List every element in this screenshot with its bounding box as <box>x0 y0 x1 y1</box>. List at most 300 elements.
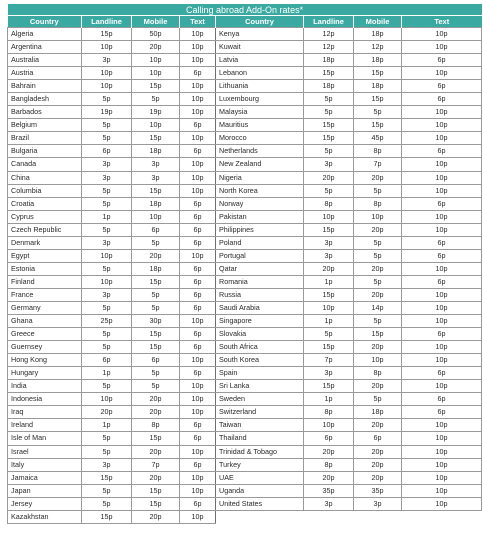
mobile-cell: 15p <box>132 184 180 197</box>
text-cell: 10p <box>402 106 482 119</box>
landline-cell: 10p <box>82 275 132 288</box>
landline-cell: 15p <box>304 223 354 236</box>
landline-cell: 5p <box>304 184 354 197</box>
mobile-cell: 35p <box>354 484 402 497</box>
table-row <box>8 67 482 80</box>
text-cell: 6p <box>402 54 482 67</box>
table-row <box>8 249 482 262</box>
table-row <box>8 445 482 458</box>
landline-cell: 7p <box>304 354 354 367</box>
text-cell: 6p <box>180 341 216 354</box>
country-cell: Bahrain <box>8 80 82 93</box>
mobile-cell: 20p <box>354 223 402 236</box>
country-cell: Bulgaria <box>8 145 82 158</box>
table-row <box>8 132 482 145</box>
country-cell: Morocco <box>216 132 304 145</box>
table-row <box>8 419 482 432</box>
table-row <box>8 28 482 41</box>
landline-cell: 5p <box>82 484 132 497</box>
empty-cell <box>216 510 304 523</box>
mobile-cell: 10p <box>132 119 180 132</box>
country-cell: Thailand <box>216 432 304 445</box>
landline-cell: 5p <box>82 380 132 393</box>
text-cell: 10p <box>180 171 216 184</box>
rates-table <box>7 4 482 524</box>
text-cell: 6p <box>180 119 216 132</box>
landline-cell: 6p <box>82 354 132 367</box>
landline-cell: 5p <box>82 341 132 354</box>
mobile-cell: 5p <box>354 184 402 197</box>
text-cell: 10p <box>180 471 216 484</box>
text-cell: 6p <box>180 367 216 380</box>
mobile-cell: 5p <box>132 93 180 106</box>
table-row <box>8 301 482 314</box>
country-cell: Austria <box>8 67 82 80</box>
text-cell: 10p <box>402 223 482 236</box>
mobile-cell: 15p <box>132 432 180 445</box>
text-cell: 6p <box>402 367 482 380</box>
landline-cell: 10p <box>304 419 354 432</box>
landline-cell: 5p <box>82 328 132 341</box>
landline-cell: 3p <box>82 288 132 301</box>
text-cell: 6p <box>180 419 216 432</box>
country-cell: Pakistan <box>216 210 304 223</box>
country-cell: Japan <box>8 484 82 497</box>
country-cell: Kazakhstan <box>8 510 82 523</box>
mobile-cell: 7p <box>132 458 180 471</box>
country-cell: Belgium <box>8 119 82 132</box>
mobile-cell: 20p <box>354 262 402 275</box>
mobile-cell: 20p <box>132 406 180 419</box>
landline-cell: 3p <box>304 367 354 380</box>
text-cell: 10p <box>180 315 216 328</box>
text-cell: 10p <box>180 393 216 406</box>
landline-cell: 15p <box>304 132 354 145</box>
table-row <box>8 262 482 275</box>
landline-cell: 5p <box>82 432 132 445</box>
mobile-cell: 10p <box>354 354 402 367</box>
country-cell: Estonia <box>8 262 82 275</box>
mobile-cell: 10p <box>132 67 180 80</box>
country-cell: Kenya <box>216 28 304 41</box>
text-cell: 10p <box>402 419 482 432</box>
mobile-cell: 20p <box>354 445 402 458</box>
table-row <box>8 80 482 93</box>
mobile-cell: 10p <box>132 210 180 223</box>
country-cell: Sweden <box>216 393 304 406</box>
landline-cell: 5p <box>304 145 354 158</box>
mobile-cell: 20p <box>354 171 402 184</box>
landline-cell: 3p <box>304 497 354 510</box>
landline-cell: 12p <box>304 28 354 41</box>
landline-cell: 15p <box>304 341 354 354</box>
mobile-cell: 20p <box>132 510 180 523</box>
landline-cell: 10p <box>82 67 132 80</box>
text-cell: 6p <box>402 328 482 341</box>
text-cell: 6p <box>180 328 216 341</box>
text-cell: 10p <box>402 262 482 275</box>
country-cell: Jamaica <box>8 471 82 484</box>
country-cell: Denmark <box>8 236 82 249</box>
text-cell: 10p <box>402 497 482 510</box>
mobile-cell: 15p <box>132 484 180 497</box>
text-cell: 6p <box>180 223 216 236</box>
landline-cell: 15p <box>82 510 132 523</box>
country-cell: Malaysia <box>216 106 304 119</box>
mobile-cell: 14p <box>354 301 402 314</box>
mobile-cell: 6p <box>354 432 402 445</box>
text-cell: 10p <box>402 288 482 301</box>
landline-cell: 15p <box>304 119 354 132</box>
landline-cell: 12p <box>304 41 354 54</box>
country-cell: Sri Lanka <box>216 380 304 393</box>
mobile-cell: 15p <box>132 328 180 341</box>
table-row <box>8 54 482 67</box>
mobile-cell: 18p <box>132 145 180 158</box>
country-cell: Jersey <box>8 497 82 510</box>
mobile-cell: 5p <box>354 393 402 406</box>
country-cell: Croatia <box>8 197 82 210</box>
mobile-cell: 8p <box>354 367 402 380</box>
mobile-cell: 15p <box>354 328 402 341</box>
mobile-cell: 5p <box>354 249 402 262</box>
landline-cell: 10p <box>82 41 132 54</box>
landline-cell: 5p <box>82 445 132 458</box>
text-cell: 10p <box>180 484 216 497</box>
table-row <box>8 145 482 158</box>
text-cell: 6p <box>180 301 216 314</box>
mobile-cell: 3p <box>132 171 180 184</box>
mobile-cell: 18p <box>132 262 180 275</box>
country-cell: Taiwan <box>216 419 304 432</box>
landline-cell: 15p <box>82 28 132 41</box>
text-cell: 6p <box>180 432 216 445</box>
landline-cell: 1p <box>304 315 354 328</box>
mobile-cell: 5p <box>132 288 180 301</box>
country-cell: Spain <box>216 367 304 380</box>
country-cell: Slovakia <box>216 328 304 341</box>
table-row <box>8 510 482 523</box>
country-cell: South Africa <box>216 341 304 354</box>
table-row <box>8 93 482 106</box>
country-cell: North Korea <box>216 184 304 197</box>
mobile-cell: 15p <box>132 497 180 510</box>
table-row <box>8 171 482 184</box>
table-row <box>8 328 482 341</box>
text-cell: 6p <box>180 288 216 301</box>
country-cell: Romania <box>216 275 304 288</box>
mobile-cell: 20p <box>132 445 180 458</box>
landline-cell: 1p <box>82 210 132 223</box>
text-cell: 6p <box>402 275 482 288</box>
country-cell: Poland <box>216 236 304 249</box>
landline-cell: 20p <box>304 171 354 184</box>
mobile-cell: 10p <box>354 210 402 223</box>
table-row <box>8 458 482 471</box>
landline-cell: 10p <box>82 249 132 262</box>
country-cell: Mauritius <box>216 119 304 132</box>
text-cell: 6p <box>180 145 216 158</box>
country-cell: Philippines <box>216 223 304 236</box>
text-cell: 6p <box>180 458 216 471</box>
mobile-cell: 6p <box>132 223 180 236</box>
text-cell: 10p <box>402 301 482 314</box>
text-cell: 6p <box>180 275 216 288</box>
header-landline: Landline <box>82 16 132 28</box>
mobile-cell: 15p <box>132 80 180 93</box>
country-cell: Singapore <box>216 315 304 328</box>
country-cell: UAE <box>216 471 304 484</box>
text-cell: 6p <box>180 236 216 249</box>
country-cell: France <box>8 288 82 301</box>
mobile-cell: 7p <box>354 158 402 171</box>
text-cell: 10p <box>180 510 216 523</box>
country-cell: Switzerland <box>216 406 304 419</box>
landline-cell: 15p <box>304 288 354 301</box>
mobile-cell: 20p <box>132 249 180 262</box>
table-row <box>8 197 482 210</box>
table-row <box>8 288 482 301</box>
country-cell: Portugal <box>216 249 304 262</box>
text-cell: 6p <box>180 497 216 510</box>
country-cell: Hungary <box>8 367 82 380</box>
mobile-cell: 20p <box>354 458 402 471</box>
landline-cell: 18p <box>304 80 354 93</box>
text-cell: 10p <box>402 484 482 497</box>
country-cell: Lebanon <box>216 67 304 80</box>
mobile-cell: 5p <box>132 380 180 393</box>
country-cell: New Zealand <box>216 158 304 171</box>
landline-cell: 5p <box>82 497 132 510</box>
text-cell: 10p <box>402 210 482 223</box>
landline-cell: 6p <box>304 432 354 445</box>
mobile-cell: 30p <box>132 315 180 328</box>
text-cell: 10p <box>180 41 216 54</box>
country-cell: Columbia <box>8 184 82 197</box>
country-cell: Uganda <box>216 484 304 497</box>
mobile-cell: 3p <box>354 497 402 510</box>
landline-cell: 5p <box>82 262 132 275</box>
text-cell: 6p <box>402 145 482 158</box>
text-cell: 6p <box>402 80 482 93</box>
mobile-cell: 5p <box>354 315 402 328</box>
landline-cell: 15p <box>304 67 354 80</box>
header-mobile: Mobile <box>354 16 402 28</box>
table-row <box>8 471 482 484</box>
landline-cell: 20p <box>304 445 354 458</box>
country-cell: Nigeria <box>216 171 304 184</box>
table-row <box>8 119 482 132</box>
landline-cell: 3p <box>304 249 354 262</box>
country-cell: South Korea <box>216 354 304 367</box>
landline-cell: 15p <box>82 471 132 484</box>
mobile-cell: 20p <box>354 288 402 301</box>
text-cell: 10p <box>402 158 482 171</box>
mobile-cell: 15p <box>354 93 402 106</box>
mobile-cell: 5p <box>132 367 180 380</box>
country-cell: Indonesia <box>8 393 82 406</box>
mobile-cell: 19p <box>132 106 180 119</box>
mobile-cell: 20p <box>354 380 402 393</box>
table-row <box>8 367 482 380</box>
landline-cell: 5p <box>82 301 132 314</box>
landline-cell: 10p <box>304 301 354 314</box>
mobile-cell: 8p <box>354 197 402 210</box>
text-cell: 10p <box>180 28 216 41</box>
text-cell: 10p <box>402 471 482 484</box>
country-cell: Israel <box>8 445 82 458</box>
table-row <box>8 432 482 445</box>
country-cell: Isle of Man <box>8 432 82 445</box>
landline-cell: 19p <box>82 106 132 119</box>
landline-cell: 10p <box>82 393 132 406</box>
table-row <box>8 484 482 497</box>
mobile-cell: 5p <box>132 236 180 249</box>
landline-cell: 5p <box>82 132 132 145</box>
table-row <box>8 236 482 249</box>
text-cell: 10p <box>402 184 482 197</box>
header-text: Text <box>180 16 216 28</box>
text-cell: 6p <box>180 210 216 223</box>
text-cell: 10p <box>180 93 216 106</box>
text-cell: 10p <box>402 341 482 354</box>
mobile-cell: 20p <box>354 471 402 484</box>
text-cell: 10p <box>402 119 482 132</box>
text-cell: 10p <box>180 158 216 171</box>
table-row <box>8 184 482 197</box>
text-cell: 6p <box>180 197 216 210</box>
country-cell: Bangladesh <box>8 93 82 106</box>
text-cell: 10p <box>402 445 482 458</box>
landline-cell: 18p <box>304 54 354 67</box>
landline-cell: 35p <box>304 484 354 497</box>
mobile-cell: 5p <box>354 275 402 288</box>
table-row <box>8 406 482 419</box>
empty-cell <box>304 510 354 523</box>
country-cell: Netherlands <box>216 145 304 158</box>
country-cell: Finland <box>8 275 82 288</box>
mobile-cell: 50p <box>132 28 180 41</box>
landline-cell: 3p <box>82 171 132 184</box>
landline-cell: 5p <box>304 328 354 341</box>
country-cell: Egypt <box>8 249 82 262</box>
text-cell: 10p <box>402 380 482 393</box>
country-cell: Lithuania <box>216 80 304 93</box>
table-row <box>8 315 482 328</box>
mobile-cell: 18p <box>354 54 402 67</box>
landline-cell: 3p <box>82 458 132 471</box>
header-country: Country <box>216 16 304 28</box>
country-cell: Germany <box>8 301 82 314</box>
text-cell: 10p <box>180 445 216 458</box>
text-cell: 10p <box>180 132 216 145</box>
mobile-cell: 8p <box>132 419 180 432</box>
country-cell: Trinidad & Tobago <box>216 445 304 458</box>
landline-cell: 20p <box>82 406 132 419</box>
mobile-cell: 5p <box>132 301 180 314</box>
landline-cell: 8p <box>304 406 354 419</box>
country-cell: Barbados <box>8 106 82 119</box>
country-cell: Guernsey <box>8 341 82 354</box>
landline-cell: 8p <box>304 458 354 471</box>
text-cell: 10p <box>180 249 216 262</box>
mobile-cell: 20p <box>354 419 402 432</box>
text-cell: 10p <box>402 41 482 54</box>
text-cell: 10p <box>402 432 482 445</box>
landline-cell: 5p <box>304 93 354 106</box>
landline-cell: 3p <box>82 54 132 67</box>
mobile-cell: 5p <box>354 106 402 119</box>
table-row <box>8 393 482 406</box>
landline-cell: 3p <box>82 158 132 171</box>
landline-cell: 5p <box>82 184 132 197</box>
country-cell: Ghana <box>8 315 82 328</box>
mobile-cell: 3p <box>132 158 180 171</box>
landline-cell: 15p <box>304 380 354 393</box>
mobile-cell: 6p <box>132 354 180 367</box>
text-cell: 10p <box>180 106 216 119</box>
country-cell: Italy <box>8 458 82 471</box>
landline-cell: 5p <box>304 106 354 119</box>
country-cell: Australia <box>8 54 82 67</box>
landline-cell: 1p <box>304 275 354 288</box>
mobile-cell: 12p <box>354 41 402 54</box>
table-row <box>8 210 482 223</box>
mobile-cell: 20p <box>132 393 180 406</box>
landline-cell: 10p <box>82 80 132 93</box>
landline-cell: 20p <box>304 262 354 275</box>
mobile-cell: 5p <box>354 236 402 249</box>
empty-cell <box>402 510 482 523</box>
landline-cell: 3p <box>82 236 132 249</box>
mobile-cell: 15p <box>354 119 402 132</box>
country-cell: Iraq <box>8 406 82 419</box>
table-row <box>8 497 482 510</box>
text-cell: 10p <box>402 132 482 145</box>
landline-cell: 5p <box>82 197 132 210</box>
table-row <box>8 380 482 393</box>
mobile-cell: 15p <box>132 132 180 145</box>
landline-cell: 1p <box>82 367 132 380</box>
landline-cell: 1p <box>82 419 132 432</box>
header-text: Text <box>402 16 482 28</box>
mobile-cell: 20p <box>132 471 180 484</box>
mobile-cell: 15p <box>132 341 180 354</box>
mobile-cell: 18p <box>354 28 402 41</box>
text-cell: 10p <box>402 458 482 471</box>
mobile-cell: 8p <box>354 145 402 158</box>
landline-cell: 20p <box>304 471 354 484</box>
mobile-cell: 10p <box>132 54 180 67</box>
table-row <box>8 341 482 354</box>
country-cell: Cyprus <box>8 210 82 223</box>
text-cell: 10p <box>180 406 216 419</box>
empty-cell <box>354 510 402 523</box>
text-cell: 10p <box>180 80 216 93</box>
text-cell: 10p <box>180 184 216 197</box>
mobile-cell: 15p <box>132 275 180 288</box>
table-row <box>8 354 482 367</box>
rates-body <box>8 28 482 524</box>
landline-cell: 5p <box>82 119 132 132</box>
text-cell: 10p <box>402 67 482 80</box>
landline-cell: 5p <box>82 93 132 106</box>
mobile-cell: 20p <box>132 41 180 54</box>
country-cell: Algeria <box>8 28 82 41</box>
country-cell: India <box>8 380 82 393</box>
country-cell: Hong Kong <box>8 354 82 367</box>
text-cell: 6p <box>402 236 482 249</box>
